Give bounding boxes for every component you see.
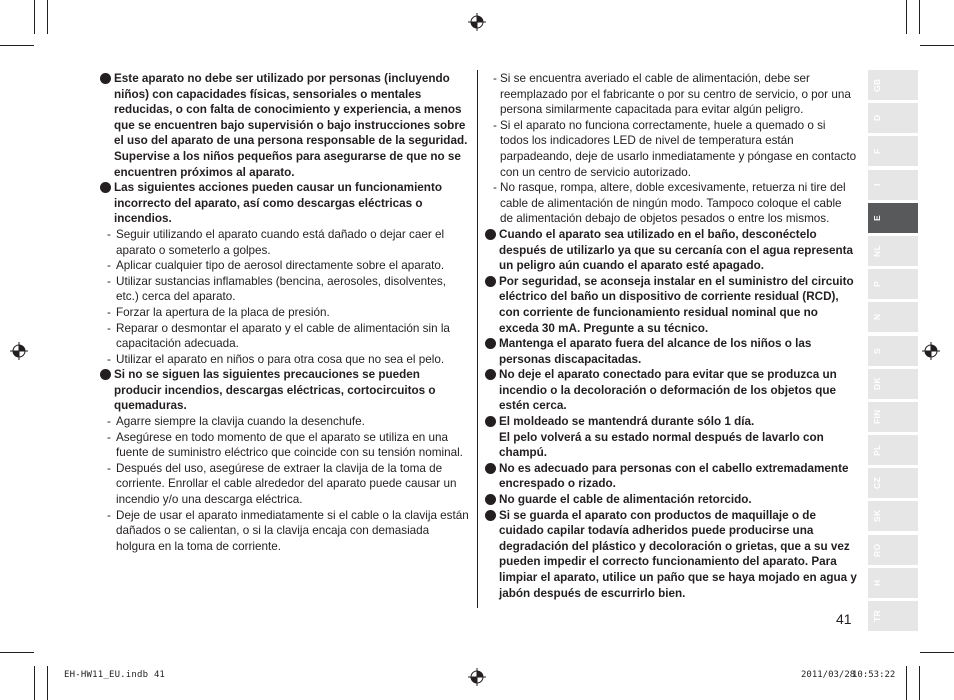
tab-f[interactable] — [868, 136, 918, 166]
tab-label: NL — [872, 244, 882, 257]
dash-item: - Utilizar el aparato en niños o para otra cosa que no sea el pelo. — [100, 352, 470, 368]
registration-mark-icon — [468, 13, 486, 31]
registration-mark-icon — [922, 342, 940, 360]
tab-label: I — [872, 183, 882, 186]
tab-i[interactable] — [868, 170, 918, 200]
bullet-item: No guarde el cable de alimentación retorcido. — [485, 492, 857, 508]
language-tabs — [868, 70, 918, 634]
dash-item: - No rasque, rompa, altere, doble excesivamente, retuerza ni tire del cable de alimentación de ningún modo. Tampoco coloque el cable de alimentación debajo de objetos pesados o entre los mismos. — [485, 180, 857, 227]
dash-item: - Reparar o desmontar el aparato y el cable de alimentación sin la capacitación adecuada. — [100, 321, 470, 352]
bullet-note-text: El pelo volverá a su estado normal después de lavarlo con champú. — [499, 430, 824, 460]
tab-label: GB — [872, 78, 882, 92]
tab-sk[interactable] — [868, 501, 918, 531]
tab-nl[interactable] — [868, 236, 918, 266]
crop-mark — [47, 666, 48, 700]
tab-label: DK — [872, 377, 882, 391]
dash-item: - Utilizar sustancias inflamables (bencina, aerosoles, disolventes, etc.) cerca del aparato. — [100, 274, 470, 305]
footer-filename: EH-HW11_EU.indb — [64, 670, 149, 680]
dash-item: - Seguir utilizando el aparato cuando está dañado o dejar caer el aparato o someterlo a golpes. — [100, 227, 470, 258]
bullet-item: Por seguridad, se aconseja instalar en el suministro del circuito eléctrico del baño un dispositivo de corriente residual (RCD), con corriente de funcionamiento residual nominal que no exceda 30 mA. Pregunte a su técnico. — [485, 274, 857, 336]
right-column — [485, 71, 857, 601]
tab-label: SK — [872, 510, 882, 523]
tab-ro[interactable] — [868, 535, 918, 565]
bullet-item: No deje el aparato conectado para evitar que se produzca un incendio o la decoloración o deformación de los objetos que estén cerca. — [485, 367, 857, 414]
crop-mark — [906, 0, 907, 34]
tab-p[interactable] — [868, 269, 918, 299]
tab-tr[interactable] — [868, 601, 918, 631]
bullet-item: Si no se siguen las siguientes precauciones se pueden producir incendios, descargas eléctricas, cortocircuitos o quemaduras. — [100, 367, 470, 414]
tab-label: RO — [872, 542, 882, 557]
crop-mark — [0, 45, 34, 46]
tab-s[interactable] — [868, 336, 918, 366]
dash-item: - Si el aparato no funciona correctamente, huele a quemado o si todos los indicadores LED de nivel de temperatura están parpadeando, deje de usarlo inmediatamente y póngase en contacto con un centro de servicio autorizado. — [485, 118, 857, 180]
dash-item: - Agarre siempre la clavija cuando la desenchufe. — [100, 414, 470, 430]
page-number: 41 — [836, 611, 852, 627]
crop-mark — [47, 0, 48, 34]
dash-item: - Aplicar cualquier tipo de aerosol directamente sobre el aparato. — [100, 258, 470, 274]
tab-label: TR — [872, 610, 882, 622]
bullet-item: No es adecuado para personas con el cabello extremadamente encrespado o rizado. — [485, 461, 857, 492]
bullet-item: Cuando el aparato sea utilizado en el baño, desconéctelo después de utilizarlo ya que su cercanía con el agua representa un peligro aún cuando el aparato esté apagado. — [485, 227, 857, 274]
crop-mark — [906, 666, 907, 700]
tab-n[interactable] — [868, 302, 918, 332]
crop-mark — [919, 666, 920, 700]
footer-time: 10:53:22 — [852, 670, 896, 680]
registration-mark-icon — [468, 668, 486, 686]
crop-mark — [0, 652, 34, 653]
bullet-note — [485, 430, 857, 461]
bullet-item: Si se guarda el aparato con productos de maquillaje o de cuidado capilar todavía adheridos puede producirse una degradación del plástico y decoloración o grietas, que a su vez pueden impedir el correcto funcionamiento del aparato. Para limpiar el aparato, utilice un paño que se haya mojado en agua y jabón después de escurrirlo bien. — [485, 508, 857, 602]
crop-mark — [920, 652, 954, 653]
bullet-item: Mantenga el aparato fuera del alcance de los niños o las personas discapacitadas. — [485, 336, 857, 367]
tab-pl[interactable] — [868, 435, 918, 465]
tab-label: H — [872, 579, 882, 587]
registration-mark-icon — [10, 342, 28, 360]
tab-e[interactable] — [868, 203, 918, 233]
tab-d[interactable] — [868, 103, 918, 133]
tab-label: CZ — [872, 477, 882, 490]
tab-label: N — [872, 314, 882, 321]
crop-mark — [920, 45, 954, 46]
tab-label: P — [872, 281, 882, 288]
dash-item: - Después del uso, asegúrese de extraer la clavija de la toma de corriente. Enrollar el cable alrededor del aparato puede causar un incendio y/o una descarga eléctrica. — [100, 461, 470, 508]
tab-dk[interactable] — [868, 369, 918, 399]
column-divider — [477, 70, 478, 608]
dash-item: - Forzar la apertura de la placa de presión. — [100, 305, 470, 321]
tab-label: PL — [872, 444, 882, 456]
tab-cz[interactable] — [868, 468, 918, 498]
tab-label: F — [872, 148, 882, 155]
dash-item: - Si se encuentra averiado el cable de alimentación, debe ser reemplazado por el fabricante o por su centro de servicio, o por una persona similarmente capacitada para evitar algún peligro. — [485, 71, 857, 118]
bullet-item: Las siguientes acciones pueden causar un funcionamiento incorrecto del aparato, así como descargas eléctricas o incendios. — [100, 180, 470, 227]
crop-mark — [34, 666, 35, 700]
tab-label: S — [872, 347, 882, 354]
tab-h[interactable] — [868, 568, 918, 598]
crop-mark — [34, 0, 35, 34]
crop-mark — [919, 0, 920, 34]
dash-item: - Deje de usar el aparato inmediatamente si el cable o la clavija están dañados o se calientan, o si la clavija encaja con demasiada holgura en la toma de corriente. — [100, 508, 470, 555]
footer-page: 41 — [154, 670, 165, 680]
tab-gb[interactable] — [868, 70, 918, 100]
bullet-item: El moldeado se mantendrá durante sólo 1 día. — [485, 414, 857, 430]
tab-fin[interactable] — [868, 402, 918, 432]
left-column — [100, 71, 470, 554]
bullet-item: Este aparato no debe ser utilizado por personas (incluyendo niños) con capacidades físicas, sensoriales o mentales reducidas, o con falta de conocimiento y experiencia, a menos que se encuentren bajo supervisión o bajo instrucciones sobre el uso del aparato de una persona responsable de la seguridad. Supervise a los niños pequeños para asegurarse de que no se encuentren próximos al aparato. — [100, 71, 470, 180]
footer-date: 2011/03/28 — [801, 670, 856, 680]
dash-item: - Asegúrese en todo momento de que el aparato se utiliza en una fuente de suministro eléctrico que coincide con su tensión nominal. — [100, 430, 470, 461]
tab-label: D — [872, 114, 882, 122]
tab-label: FIN — [872, 409, 882, 425]
tab-label: E — [872, 214, 882, 221]
